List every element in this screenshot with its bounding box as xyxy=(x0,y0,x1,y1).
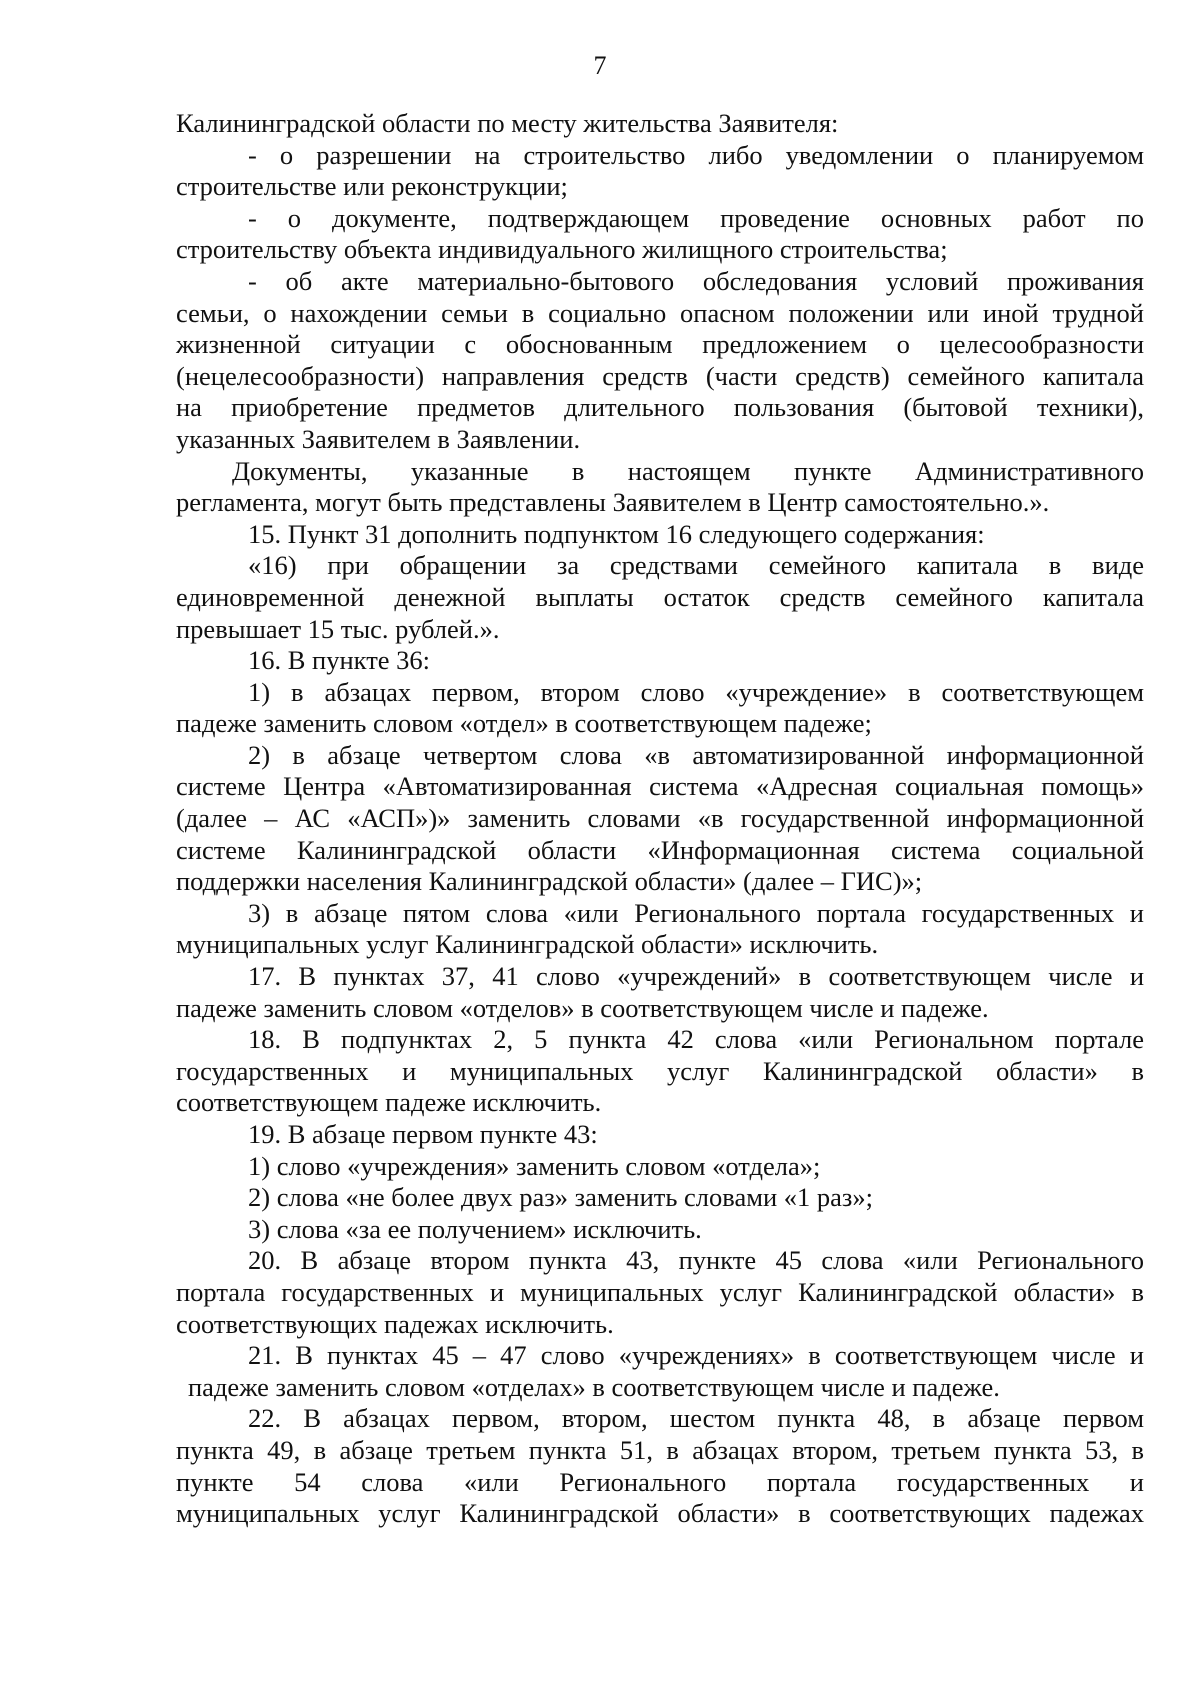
text-line: 15. Пункт 31 дополнить подпунктом 16 следующего содержания: xyxy=(248,518,985,549)
document-body xyxy=(176,108,1144,1530)
text-line: муниципальных услуг Калининградской области» в соответствующих падежах xyxy=(176,1498,1144,1529)
text-line: 19. В абзаце первом пункте 43: xyxy=(248,1119,598,1149)
text-line: строительстве или реконструкции; xyxy=(176,171,568,202)
text-line: 21. В пунктах 45 – 47 слово «учреждениях» в соответствующем числе и xyxy=(248,1340,1144,1371)
text-line: семьи, о нахождении семьи в социально опасном положении или иной трудной xyxy=(176,297,1144,328)
text-line: жизненной ситуации с обоснованным предложением о целесообразности xyxy=(176,329,1144,360)
text-line: (нецелесообразности) направления средств (части средств) семейного капитала xyxy=(176,360,1144,391)
text-line: падеже заменить словом «отдел» в соответствующем падеже; xyxy=(176,708,872,739)
text-line: системе Центра «Автоматизированная система «Адресная социальная помощь» xyxy=(176,771,1144,802)
text-line: падеже заменить словом «отделов» в соответствующем числе и падеже. xyxy=(176,992,989,1023)
text-line: превышает 15 тыс. рублей.». xyxy=(176,613,500,644)
text-line: пункта 49, в абзаце третьем пункта 51, в абзацах втором, третьем пункта 53, в xyxy=(176,1434,1144,1465)
text-line: регламента, могут быть представлены Заявителем в Центр самостоятельно.». xyxy=(176,487,1050,518)
text-line: единовременной денежной выплаты остаток средств семейного капитала xyxy=(176,581,1144,612)
text-line: 2) в абзаце четвертом слова «в автоматизированной информационной xyxy=(248,739,1144,770)
text-line: «16) при обращении за средствами семейного капитала в виде xyxy=(248,550,1144,581)
text-line: - о разрешении на строительство либо уведомлении о планируемом xyxy=(248,139,1144,170)
text-line: 22. В абзацах первом, втором, шестом пункта 48, в абзаце первом xyxy=(248,1403,1144,1434)
text-line: пункте 54 слова «или Регионального портала государственных и xyxy=(176,1466,1144,1497)
text-line: 3) слова «за ее получением» исключить. xyxy=(248,1213,702,1244)
text-line: 1) в абзацах первом, втором слово «учреждение» в соответствующем xyxy=(248,676,1144,707)
text-line: 18. В подпунктах 2, 5 пункта 42 слова «или Региональном портале xyxy=(248,1024,1144,1055)
text-line: падеже заменить словом «отделах» в соответствующем числе и падеже. xyxy=(188,1371,1000,1402)
text-line: муниципальных услуг Калининградской области» исключить. xyxy=(176,929,879,960)
text-line: строительству объекта индивидуального жилищного строительства; xyxy=(176,234,948,265)
text-line: государственных и муниципальных услуг Калининградской области» в xyxy=(176,1055,1144,1086)
text-line: на приобретение предметов длительного пользования (бытовой техники), xyxy=(176,392,1144,423)
page-number: 7 xyxy=(593,51,607,80)
text-line: портала государственных и муниципальных услуг Калининградской области» в xyxy=(176,1276,1144,1307)
text-line: 20. В абзаце втором пункта 43, пункте 45 слова «или Регионального xyxy=(248,1245,1144,1276)
text-line: Документы, указанные в настоящем пункте Административного xyxy=(232,455,1144,486)
text-line: 2) слова «не более двух раз» заменить словами «1 раз»; xyxy=(248,1182,874,1213)
text-line: - о документе, подтверждающем проведение основных работ по xyxy=(248,202,1144,233)
text-line: Калининградской области по месту жительства Заявителя: xyxy=(176,108,839,138)
text-line: 1) слово «учреждения» заменить словом «отдела»; xyxy=(248,1150,821,1181)
text-line: 3) в абзаце пятом слова «или Регионального портала государственных и xyxy=(248,897,1144,928)
text-line: указанных Заявителем в Заявлении. xyxy=(176,423,581,454)
text-line: системе Калининградской области «Информационная система социальной xyxy=(176,834,1144,865)
text-line: соответствующем падеже исключить. xyxy=(176,1087,602,1118)
text-line: (далее – АС «АСП»)» заменить словами «в государственной информационной xyxy=(176,803,1144,834)
text-line: соответствующих падежах исключить. xyxy=(176,1308,614,1339)
text-line: - об акте материально-бытового обследования условий проживания xyxy=(248,265,1144,296)
text-line: 17. В пунктах 37, 41 слово «учреждений» в соответствующем числе и xyxy=(248,961,1144,992)
text-line: 16. В пункте 36: xyxy=(248,645,431,676)
text-line: поддержки населения Калининградской области» (далее – ГИС)»; xyxy=(176,866,923,897)
